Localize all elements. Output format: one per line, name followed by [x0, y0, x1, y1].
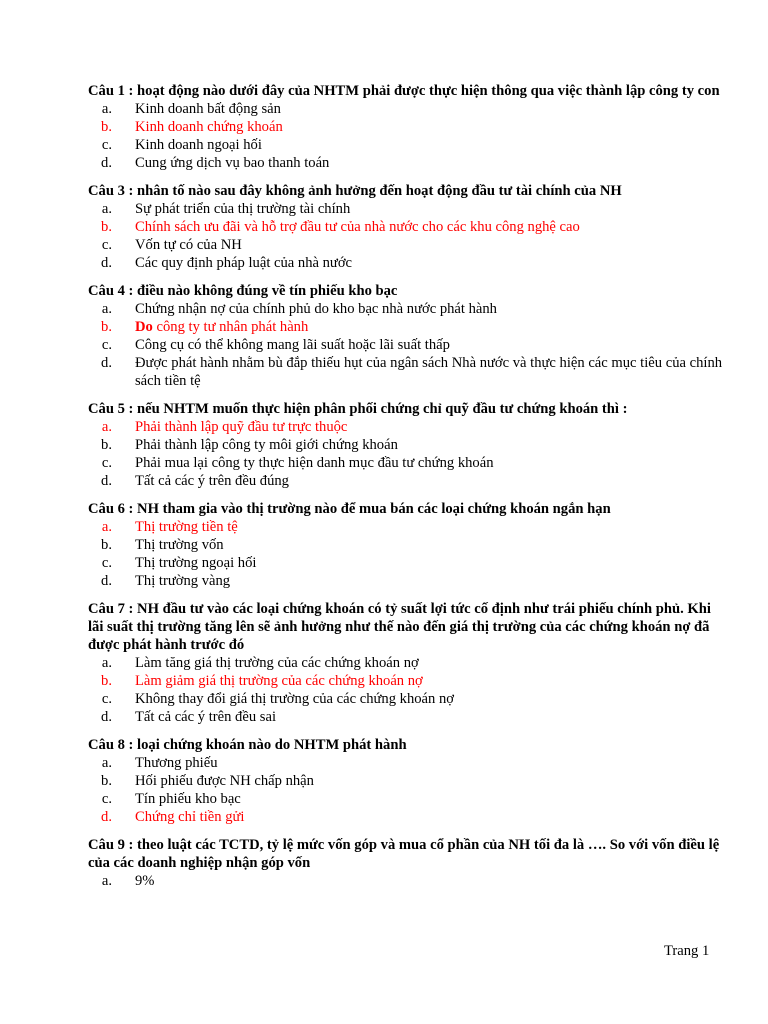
option-text: Phải thành lập công ty môi giới chứng khoán: [135, 437, 398, 453]
option-text: Thị trường ngoại hối: [135, 555, 257, 571]
question-5: [88, 400, 728, 490]
option-text: [135, 318, 728, 336]
option-letter: c.: [101, 137, 112, 153]
option-c: [88, 554, 728, 572]
option-b: [88, 772, 728, 790]
option-letter: a.: [101, 301, 112, 317]
question-title: Câu 9 : theo luật các TCTD, tỷ lệ mức vốn góp và mua cổ phần của NH tối đa là …. So với vốn điều lệ của các doanh nghiệp nhận góp vốn: [88, 837, 720, 871]
option-letter: d.: [101, 709, 112, 725]
option-text: Kinh doanh ngoại hối: [135, 137, 262, 153]
option-letter: d.: [101, 255, 112, 271]
document-page: [88, 82, 728, 900]
option-a-correct: [88, 418, 728, 436]
option-b-correct: [88, 218, 728, 236]
option-letter: a.: [101, 201, 112, 217]
option-letter: c.: [101, 691, 112, 707]
option-letter: b.: [101, 319, 112, 335]
option-text: Cung ứng dịch vụ bao thanh toán: [135, 155, 330, 171]
option-text: Tín phiếu kho bạc: [135, 791, 241, 807]
option-list: [88, 418, 728, 490]
question-title: Câu 6 : NH tham gia vào thị trường nào để mua bán các loại chứng khoán ngắn hạn: [88, 501, 611, 517]
option-text: Thị trường tiền tệ: [135, 519, 238, 535]
option-text: Chứng nhận nợ của chính phủ do kho bạc nhà nước phát hành: [135, 301, 497, 317]
option-letter: b.: [101, 773, 112, 789]
question-7: [88, 600, 728, 726]
option-d-correct: [88, 808, 728, 826]
option-text: 9%: [135, 873, 155, 889]
option-letter: a.: [101, 873, 112, 889]
option-text: Vốn tự có của NH: [135, 237, 242, 253]
option-letter: a.: [101, 519, 112, 535]
option-letter: a.: [101, 101, 112, 117]
question-title: Câu 8 : loại chứng khoán nào do NHTM phát hành: [88, 737, 407, 753]
option-b-correct: [88, 672, 728, 690]
option-a: [88, 100, 728, 118]
question-title: Câu 3 : nhân tố nào sau đây không ảnh hưởng đến hoạt động đầu tư tài chính của NH: [88, 183, 622, 199]
option-list: [88, 754, 728, 826]
question-4: [88, 282, 728, 390]
option-letter: b.: [101, 219, 112, 235]
question-3: [88, 182, 728, 272]
option-letter: d.: [101, 473, 112, 489]
option-b-correct: [88, 118, 728, 136]
option-text: Tất cả các ý trên đều đúng: [135, 473, 289, 489]
option-c: [88, 136, 728, 154]
option-letter: c.: [101, 455, 112, 471]
question-title: Câu 5 : nếu NHTM muốn thực hiện phân phối chứng chỉ quỹ đầu tư chứng khoán thì :: [88, 401, 628, 417]
option-c: [88, 236, 728, 254]
option-c: [88, 690, 728, 708]
option-letter: d.: [101, 155, 112, 171]
option-letter: b.: [101, 437, 112, 453]
option-d: [88, 472, 728, 490]
option-text: Công cụ có thể không mang lãi suất hoặc lãi suất thấp: [135, 337, 450, 353]
option-text: Làm tăng giá thị trường của các chứng khoán nợ: [135, 655, 419, 671]
option-d: [88, 354, 728, 390]
option-text: Phải thành lập quỹ đầu tư trực thuộc: [135, 419, 348, 435]
option-prefix: Do: [135, 319, 153, 335]
option-letter: d.: [101, 355, 112, 371]
option-letter: c.: [101, 337, 112, 353]
question-title: Câu 7 : NH đầu tư vào các loại chứng khoán có tỷ suất lợi tức cố định như trái phiếu chính phủ. Khi lãi suất thị trường tăng lên sẽ ảnh hưởng như thế nào đến giá thị trường của các chứng khoán nợ đã được phát hành trước đó: [88, 601, 711, 653]
question-6: [88, 500, 728, 590]
option-text: Không thay đổi giá thị trường của các chứng khoán nợ: [135, 691, 454, 707]
question-title: Câu 1 : hoạt động nào dưới đây của NHTM phải được thực hiện thông qua việc thành lập công ty con: [88, 83, 720, 99]
option-b: [88, 536, 728, 554]
question-9: [88, 836, 728, 890]
option-b: [88, 436, 728, 454]
option-a: [88, 654, 728, 672]
option-letter: b.: [101, 537, 112, 553]
option-letter: a.: [101, 419, 112, 435]
option-c: [88, 454, 728, 472]
option-text: Chứng chỉ tiền gửi: [135, 809, 245, 825]
option-text: Làm giảm giá thị trường của các chứng khoán nợ: [135, 673, 423, 689]
option-d: [88, 708, 728, 726]
option-c: [88, 336, 728, 354]
option-a-correct: [88, 518, 728, 536]
question-title: Câu 4 : điều nào không đúng về tín phiếu kho bạc: [88, 283, 398, 299]
option-text: Kinh doanh chứng khoán: [135, 119, 283, 135]
option-letter: b.: [101, 119, 112, 135]
option-letter: d.: [101, 809, 112, 825]
question-8: [88, 736, 728, 826]
option-text: Thị trường vốn: [135, 537, 224, 553]
option-text: Các quy định pháp luật của nhà nước: [135, 255, 353, 271]
option-b-correct: [88, 318, 728, 336]
option-letter: c.: [101, 555, 112, 571]
option-list: [88, 300, 728, 390]
option-text: Hối phiếu được NH chấp nhận: [135, 773, 314, 789]
option-text: Thương phiếu: [135, 755, 218, 771]
option-a: [88, 872, 728, 890]
option-list: [88, 872, 728, 890]
option-list: [88, 100, 728, 172]
option-a: [88, 200, 728, 218]
option-text: Được phát hành nhằm bù đắp thiếu hụt của ngân sách Nhà nước và thực hiện các mục tiêu của chính sách tiền tệ: [135, 355, 723, 389]
option-a: [88, 754, 728, 772]
option-d: [88, 572, 728, 590]
option-d: [88, 254, 728, 272]
option-letter: b.: [101, 673, 112, 689]
option-list: [88, 518, 728, 590]
option-letter: a.: [101, 755, 112, 771]
option-letter: d.: [101, 573, 112, 589]
option-text: Chính sách ưu đãi và hỗ trợ đầu tư của nhà nước cho các khu công nghệ cao: [135, 219, 580, 235]
option-list: [88, 200, 728, 272]
option-letter: a.: [101, 655, 112, 671]
option-letter: c.: [101, 237, 112, 253]
option-text: Phải mua lại công ty thực hiện danh mục đầu tư chứng khoán: [135, 455, 494, 471]
option-text: Sự phát triển của thị trường tài chính: [135, 201, 351, 217]
option-text: Kinh doanh bất động sản: [135, 101, 281, 117]
option-letter: c.: [101, 791, 112, 807]
option-list: [88, 654, 728, 726]
option-d: [88, 154, 728, 172]
option-rest: công ty tư nhân phát hành: [152, 319, 309, 335]
option-text: Thị trường vàng: [135, 573, 231, 589]
page-number: Trang 1: [664, 943, 710, 959]
option-text: Tất cả các ý trên đều sai: [135, 709, 276, 725]
option-c: [88, 790, 728, 808]
question-1: [88, 82, 728, 172]
option-a: [88, 300, 728, 318]
